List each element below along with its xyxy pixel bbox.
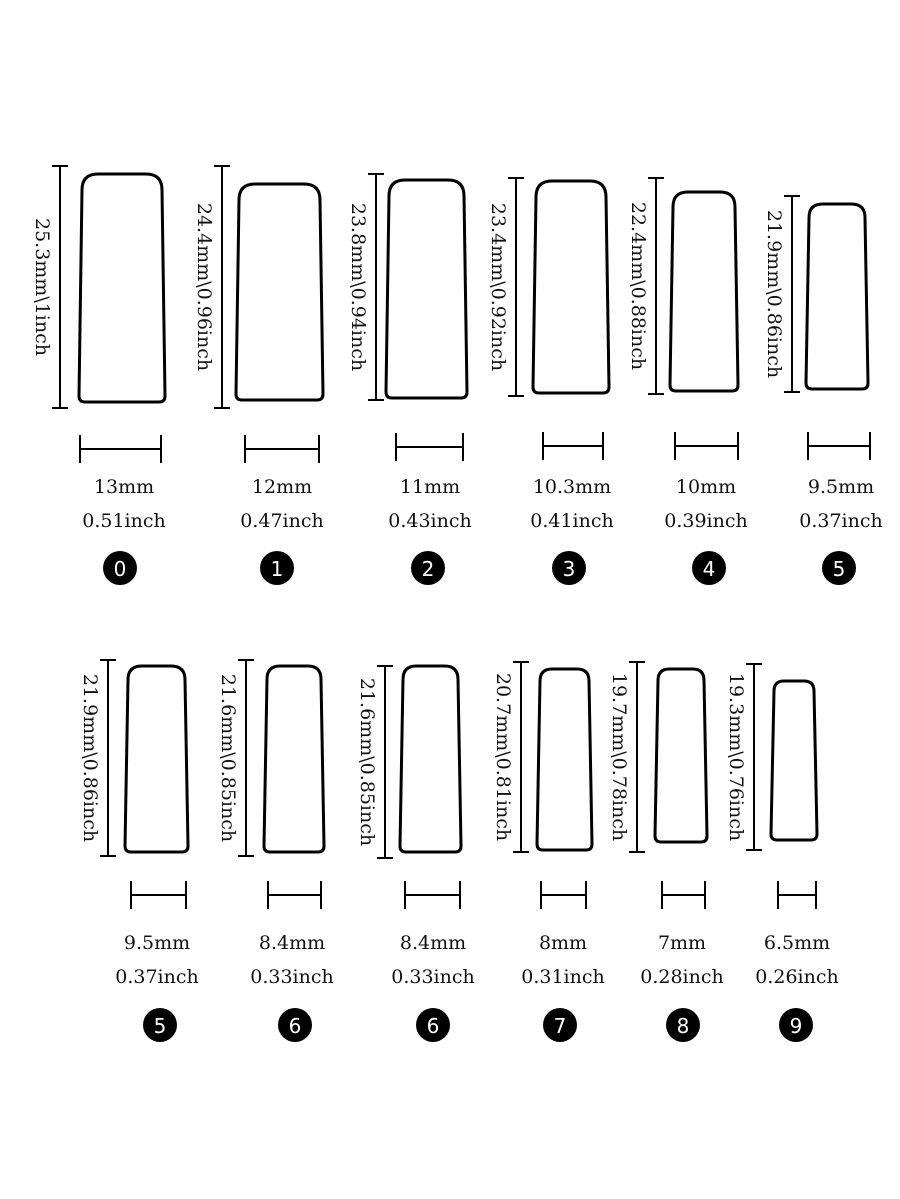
size-number-badge [260, 551, 294, 585]
width-mm-label: 7mm [657, 932, 707, 954]
width-mm-label: 9.5mm [123, 932, 191, 954]
width-mm-label: 8.4mm [258, 932, 326, 954]
nail-outline [386, 180, 467, 398]
length-label: 21.9mm\0.86inch [79, 673, 101, 843]
size-number-badge [416, 1008, 450, 1042]
width-inch-label: 0.43inch [388, 510, 472, 532]
length-label: 19.3mm\0.76inch [725, 672, 747, 842]
nail-item [356, 666, 475, 1042]
width-mm-label: 8mm [538, 932, 588, 954]
width-inch-label: 0.33inch [250, 966, 334, 988]
nail-outline [670, 192, 738, 391]
size-number-badge [779, 1008, 813, 1042]
length-label: 20.7mm\0.81inch [492, 672, 514, 842]
size-number: 2 [421, 557, 435, 581]
width-inch-label: 0.39inch [664, 510, 748, 532]
length-label: 23.8mm\0.94inch [347, 202, 369, 372]
size-number: 6 [426, 1014, 440, 1038]
length-label: 22.4mm\0.88inch [627, 201, 649, 371]
size-number-badge [278, 1008, 312, 1042]
nail-outline [537, 669, 592, 850]
width-inch-label: 0.51inch [82, 510, 166, 532]
nail-item [217, 660, 334, 1042]
size-number-badge [411, 551, 445, 585]
nail-outline [400, 666, 461, 852]
size-number-badge [103, 551, 137, 585]
width-inch-label: 0.28inch [640, 966, 724, 988]
width-inch-label: 0.26inch [755, 966, 839, 988]
length-label: 24.4mm\0.96inch [193, 202, 215, 372]
nail-item [31, 166, 166, 585]
nail-item [492, 662, 605, 1042]
width-inch-label: 0.31inch [521, 966, 605, 988]
nail-item [79, 660, 199, 1042]
width-mm-label: 10mm [675, 476, 737, 498]
width-mm-label: 6.5mm [763, 932, 831, 954]
nail-item [627, 178, 748, 585]
size-number-badge [666, 1008, 700, 1042]
size-number-badge [822, 551, 856, 585]
size-number: 4 [702, 557, 716, 581]
nail-outline [236, 184, 323, 400]
size-number: 0 [113, 557, 127, 581]
nail-item [487, 178, 614, 585]
size-number-badge [552, 551, 586, 585]
size-number: 9 [789, 1014, 803, 1038]
nail-item [608, 662, 724, 1042]
nail-outline [655, 669, 707, 842]
length-label: 21.6mm\0.85inch [356, 677, 378, 847]
nail-item [193, 166, 324, 585]
width-mm-label: 9.5mm [807, 476, 875, 498]
length-label: 19.7mm\0.78inch [608, 672, 630, 842]
size-number: 6 [288, 1014, 302, 1038]
length-label: 23.4mm\0.92inch [487, 202, 509, 372]
nail-outline [264, 666, 324, 852]
size-number: 3 [562, 557, 576, 581]
nail-outline [771, 681, 817, 840]
size-number: 8 [676, 1014, 690, 1038]
nail-outline [125, 666, 188, 852]
width-mm-label: 11mm [399, 476, 461, 498]
width-mm-label: 13mm [93, 476, 155, 498]
width-mm-label: 12mm [251, 476, 313, 498]
size-number-badge [543, 1008, 577, 1042]
nail-outline [806, 204, 868, 389]
width-inch-label: 0.41inch [530, 510, 614, 532]
length-label: 21.6mm\0.85inch [217, 673, 239, 843]
width-inch-label: 0.37inch [799, 510, 883, 532]
nail-item [763, 196, 883, 585]
size-number: 1 [270, 557, 284, 581]
width-inch-label: 0.33inch [391, 966, 475, 988]
length-label: 25.3mm\1inch [31, 217, 53, 357]
width-inch-label: 0.47inch [240, 510, 324, 532]
width-mm-label: 8.4mm [399, 932, 467, 954]
size-number: 5 [832, 557, 846, 581]
length-label: 21.9mm\0.86inch [763, 209, 785, 379]
width-inch-label: 0.37inch [115, 966, 199, 988]
size-number: 5 [153, 1014, 167, 1038]
size-number: 7 [553, 1014, 567, 1038]
nail-outline [533, 181, 609, 393]
nail-item [347, 174, 472, 585]
nail-item [725, 664, 839, 1042]
size-number-badge [143, 1008, 177, 1042]
size-number-badge [692, 551, 726, 585]
nail-outline [79, 174, 165, 402]
width-mm-label: 10.3mm [532, 476, 612, 498]
